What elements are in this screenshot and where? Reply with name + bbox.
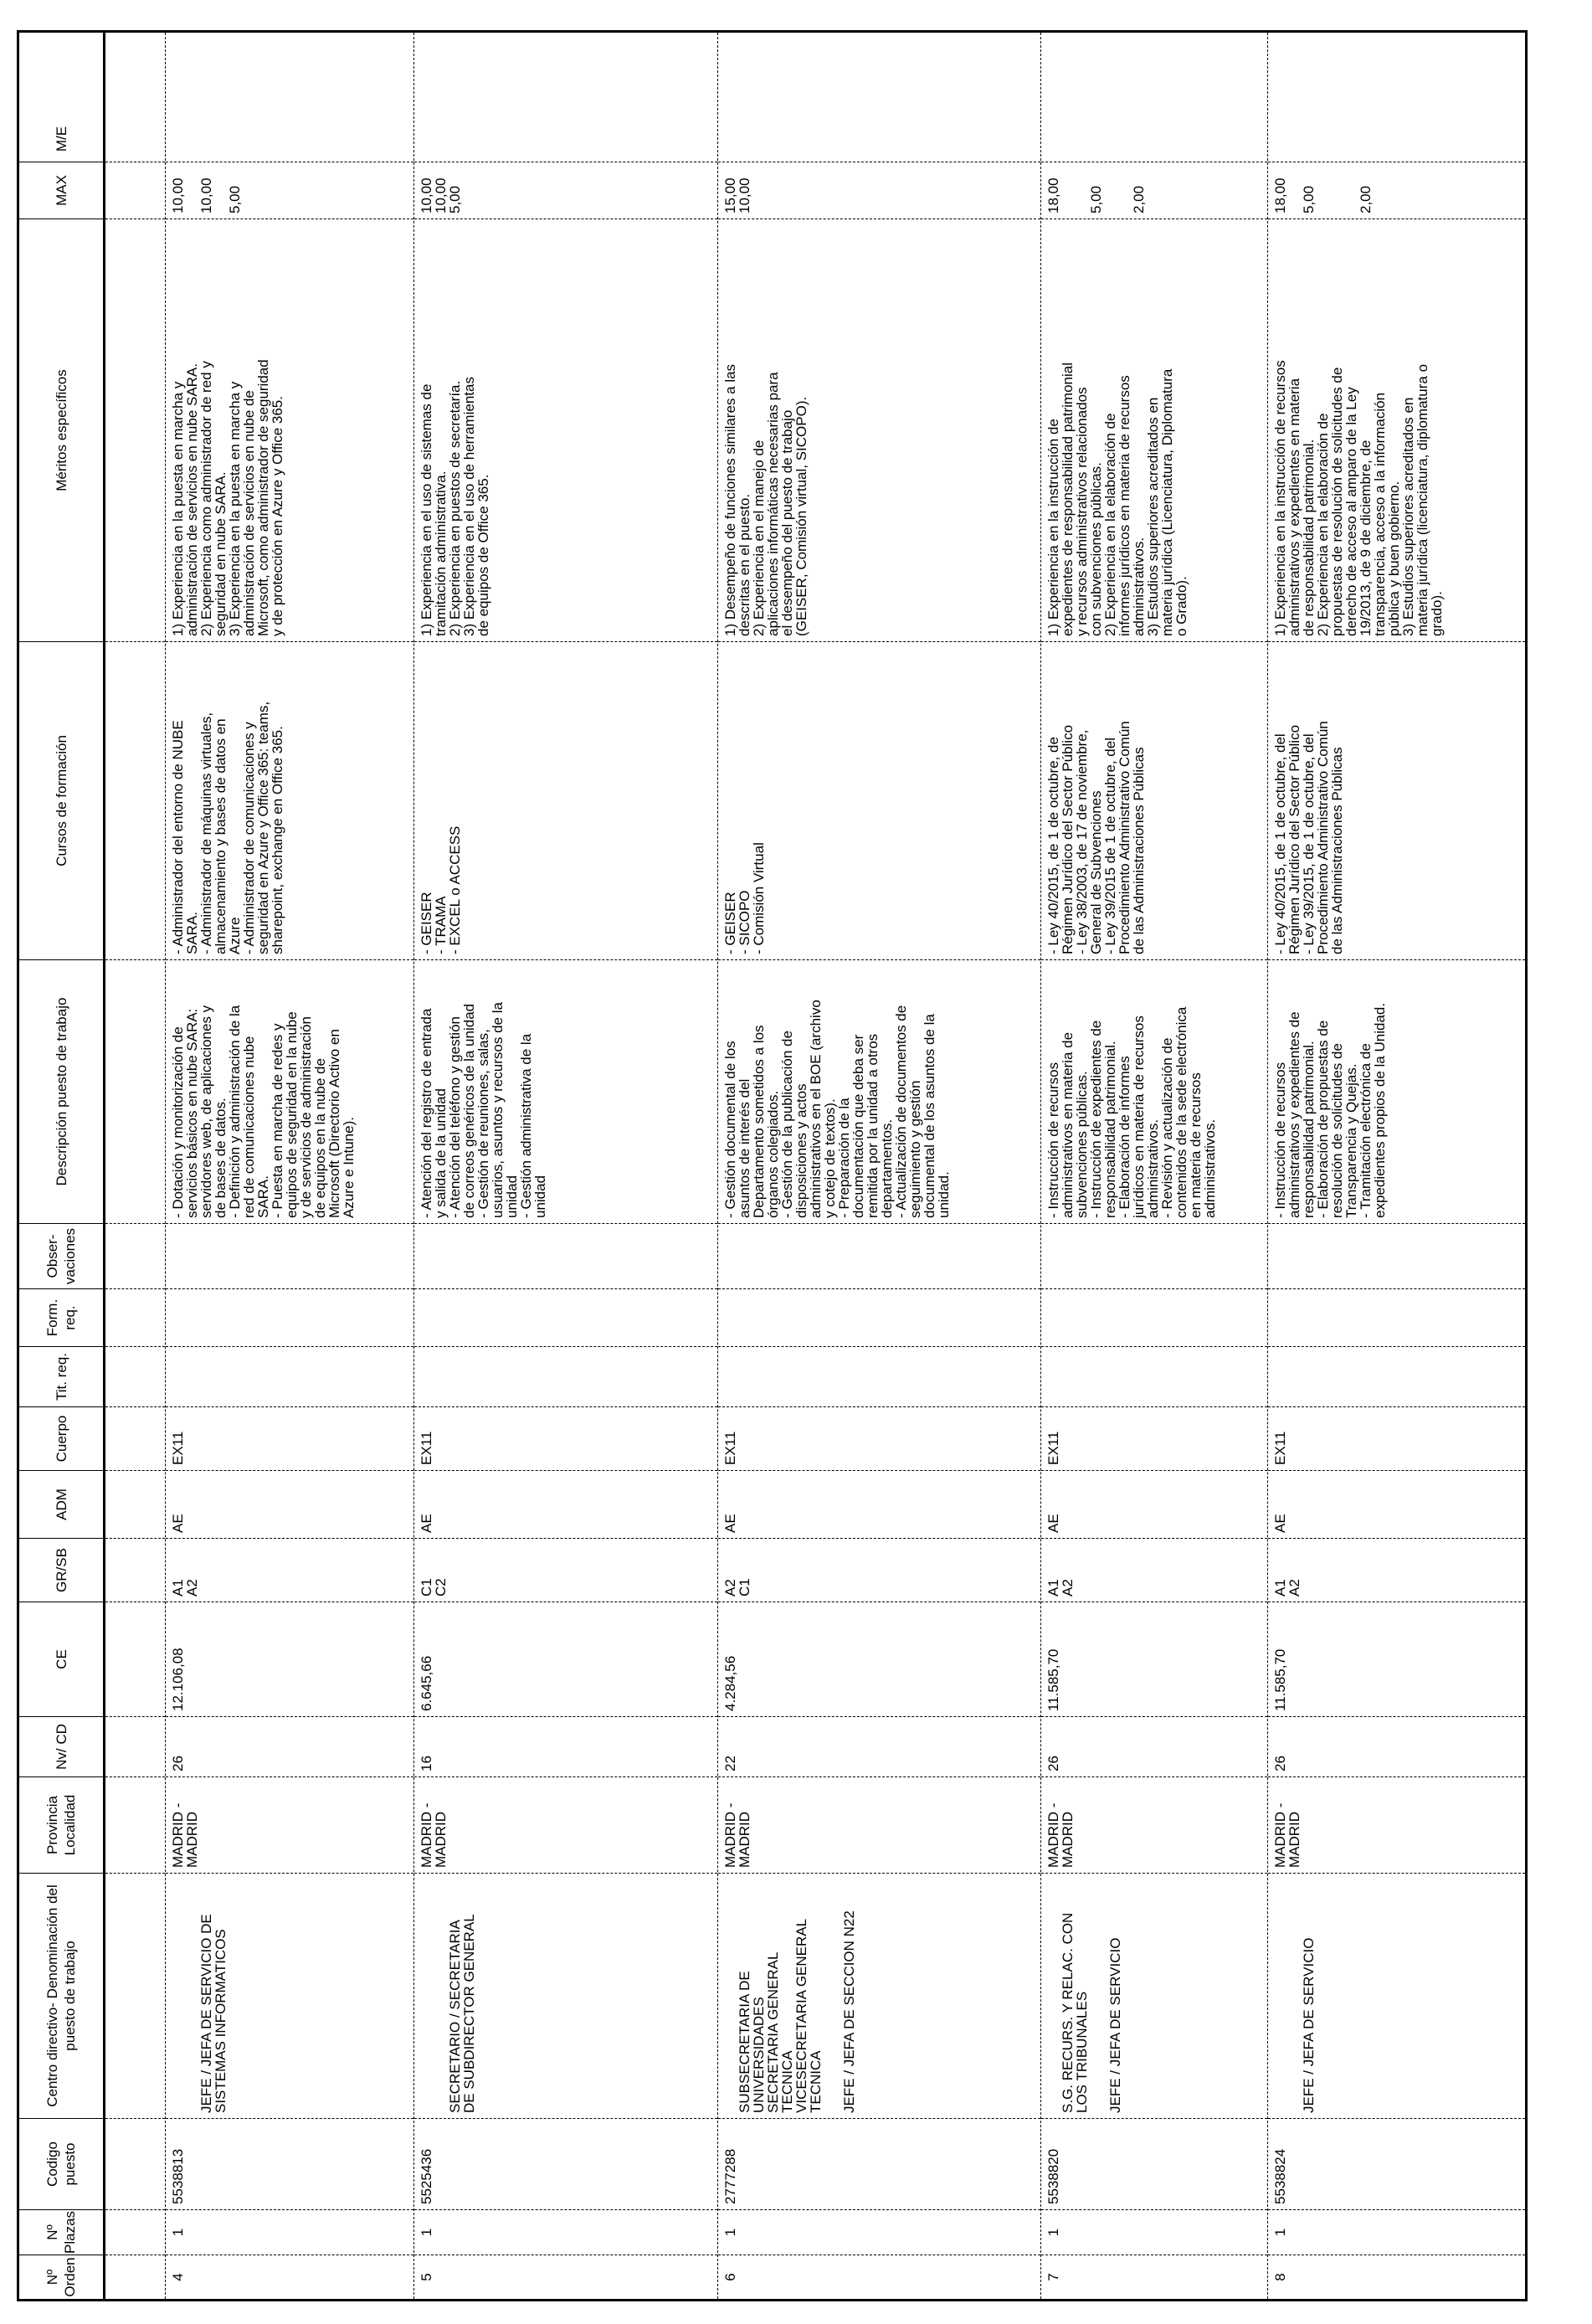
centro-cell: [166, 1873, 413, 2118]
meritos-cell: 1) Experiencia en el uso de sistemas de tramitación administrativa. 2) Experiencia en puestos de secretaría. 3) Experiencia en el uso de herramientas de equipos de Office 365.: [414, 219, 717, 641]
cursos-cell: - Ley 40/2015, de 1 de octubre, del Régimen Jurídico del Sector Público - Ley 39/2015, de 1 de octubre, del Procedimiento Administrativo Común de las Administraciones Públicas: [1268, 641, 1525, 959]
header-orden: Nº Orden: [19, 2255, 103, 2299]
cursos-cell: - GEISER - SICOPO - Comisión Virtual: [718, 641, 1040, 959]
observaciones-cell: [718, 1223, 1040, 1288]
header-nivel: Nv/ CD: [19, 1716, 103, 1776]
observaciones-cell: [1268, 1223, 1525, 1288]
codigo-cell: 5525436: [414, 2118, 717, 2209]
denominacion-text: SECRETARIO / SECRETARIA DE SUBDIRECTOR GENERAL: [447, 1914, 477, 2113]
descripcion-cell: - Atención del registro de entrada y salida de la unidad - Atención del teléfono y gestión de correos genéricos de la unidad - Gestión de reuniones, salas, usuarios, asuntos y recursos de la unidad - Gestión administrativa de la unidad: [414, 959, 717, 1223]
orden-cell: 6: [718, 2255, 1040, 2299]
me-cell: [414, 116, 717, 162]
meritos-cell: 1) Experiencia en la puesta en marcha y administración de servicios en nube SARA. 2) Experiencia como administrador de red y seguridad en nube SARA. 3) Experiencia en la puesta en marcha y administración de servicios en nube de Microsoft, como administrador de seguridad y de protección en Azure y Office 365.: [166, 219, 413, 641]
cuerpo-cell: EX11: [1268, 1406, 1525, 1470]
nivel-cell: 26: [166, 1716, 413, 1776]
codigo-cell: 2777288: [718, 2118, 1040, 2209]
descripcion-cell: - Instrucción de recursos administrativos en materia de subvenciones públicas. - Instrucción de expedientes de responsabilidad patrimonial. - Elaboración de informes jurídicos en materia de recursos administrativos. - Revisión y actualización de contenidos de la sede electrónica en materia de recursos administrativos.: [1041, 959, 1267, 1223]
plazas-cell: 1: [1268, 2209, 1525, 2255]
cursos-cell: - Administrador del entorno de NUBE SARA. - Administrador de máquinas virtuales, almacenamiento y bases de datos en Azure - Administrador de comunicaciones y seguridad en Azure y Office 365: teams, sharepoint, exchange en Office 365.: [166, 641, 413, 959]
codigo-cell: 5538824: [1268, 2118, 1525, 2209]
header-formacion-req: Form. req.: [19, 1288, 103, 1346]
centro-cell: [414, 1873, 717, 2118]
adm-cell: AE: [1268, 1470, 1525, 1538]
ce-cell: 11.585,70: [1041, 1602, 1267, 1716]
denominacion-text: JEFE / JEFA DE SERVICIO: [1107, 1937, 1123, 2113]
provincia-cell: MADRID - MADRID: [166, 1776, 413, 1873]
titulacion-cell: [166, 1346, 413, 1406]
plazas-cell: 1: [166, 2209, 413, 2255]
observaciones-cell: [166, 1223, 413, 1288]
max-cell: 10,00 10,00 5,00: [414, 162, 717, 219]
adm-cell: AE: [166, 1470, 413, 1538]
denominacion-text: JEFE / JEFA DE SECCION N22: [841, 1910, 857, 2113]
ce-cell: 11.585,70: [1268, 1602, 1525, 1716]
meritos-cell: 1) Experiencia en la instrucción de expedientes de responsabilidad patrimonial y recursos administrativos relacionados con subvenciones públicas. 2) Experiencia en la elaboración de informes jurídicos en materia de recursos administrativos. 3) Estudios superiores acreditados en materia jurídica (Licenciatura, Diplomatura o Grado).: [1041, 219, 1267, 641]
adm-cell: AE: [718, 1470, 1040, 1538]
header-cursos: Cursos de formación: [19, 641, 103, 959]
max-cell: 10,00 10,00 5,00: [166, 162, 413, 219]
cuerpo-cell: EX11: [414, 1406, 717, 1470]
table-row: [1268, 33, 1525, 2299]
observaciones-cell: [1041, 1223, 1267, 1288]
plazas-cell: 1: [414, 2209, 717, 2255]
header-observaciones: Obser- vaciones: [19, 1223, 103, 1288]
grupo-cell: A1 A2: [1268, 1538, 1525, 1602]
nivel-cell: 22: [718, 1716, 1040, 1776]
max-cell: 18,00 5,00 2,00: [1268, 162, 1525, 219]
header-meritos: Méritos específicos: [19, 219, 103, 641]
orden-cell: 5: [414, 2255, 717, 2299]
positions-table: [17, 30, 1528, 2301]
header-centro: Centro directivo- Denominación del puesto de trabajo: [19, 1873, 103, 2118]
table-row: [1041, 33, 1268, 2299]
me-cell: [1268, 116, 1525, 162]
table-row: [414, 33, 718, 2299]
cursos-cell: - Ley 40/2015, de 1 de octubre, de Régimen Jurídico del Sector Público - Ley 38/2003, de 17 de noviembre, General de Subvenciones - Ley 39/2015 de 1 de octubre, del Procedimiento Administrativo Común de las Administraciones Públicas: [1041, 641, 1267, 959]
max-cell: 18,00 5,00 2,00: [1041, 162, 1267, 219]
nivel-cell: 26: [1041, 1716, 1267, 1776]
table-header: [19, 33, 105, 2299]
ce-cell: 4.284,56: [718, 1602, 1040, 1716]
centro-directivo-text: SUBSECRETARIA DE UNIVERSIDADES SECRETARIA GENERAL TECNICA VICESECRETARIA GENERAL TECNICA: [737, 1918, 824, 2113]
cuerpo-cell: EX11: [1041, 1406, 1267, 1470]
nivel-cell: 26: [1268, 1716, 1525, 1776]
header-provincia: Provincia Localidad: [19, 1776, 103, 1873]
adm-cell: AE: [1041, 1470, 1267, 1538]
titulacion-cell: [414, 1346, 717, 1406]
orden-cell: 4: [166, 2255, 413, 2299]
provincia-cell: MADRID - MADRID: [1268, 1776, 1525, 1873]
provincia-cell: MADRID - MADRID: [414, 1776, 717, 1873]
header-adm: ADM: [19, 1470, 103, 1538]
provincia-cell: MADRID - MADRID: [718, 1776, 1040, 1873]
descripcion-cell: - Dotación y monitorización de servicios básicos en nube SARA: servidores web, de aplicaciones y de bases de datos. - Definición y administración de la red de comunicaciones nube SARA. - Puesta en marcha de redes y equipos de seguridad en la nube y de servicios de administración de equipos en la nube de Microsoft (Directorio Activo en Azure e Intune).: [166, 959, 413, 1223]
centro-directivo-text: S.G. RECURS. Y RELAC. CON LOS TRIBUNALES: [1060, 1912, 1090, 2113]
formacion-req-cell: [166, 1288, 413, 1346]
max-cell: 15,00 10,00: [718, 162, 1040, 219]
formacion-req-cell: [718, 1288, 1040, 1346]
header-titulacion: Tit. req.: [19, 1346, 103, 1406]
titulacion-cell: [718, 1346, 1040, 1406]
denominacion-text: JEFE / JEFA DE SERVICIO: [1301, 1937, 1317, 2113]
titulacion-cell: [1041, 1346, 1267, 1406]
provincia-cell: MADRID - MADRID: [1041, 1776, 1267, 1873]
plazas-cell: 1: [1041, 2209, 1267, 2255]
centro-cell: [1268, 1873, 1525, 2118]
adm-cell: AE: [414, 1470, 717, 1538]
orden-cell: 8: [1268, 2255, 1525, 2299]
grupo-cell: C1 C2: [414, 1538, 717, 1602]
table-row: [166, 33, 414, 2299]
table-body: [166, 33, 1525, 2299]
cuerpo-cell: EX11: [166, 1406, 413, 1470]
meritos-cell: 1) Experiencia en la instrucción de recursos administrativos y expedientes en materia de responsabilidad patrimonial. 2) Experiencia en la elaboración de propuestas de resolución de solicitudes de derecho de acceso al amparo de la Ley 19/2013, de 9 de diciembre, de transparencia, acceso a la información pública y buen gobierno. 3) Estudios superiores acreditados en materia jurídica (licenciatura, diplomatura o grado).: [1268, 219, 1525, 641]
codigo-cell: 5538820: [1041, 2118, 1267, 2209]
plazas-cell: 1: [718, 2209, 1040, 2255]
header-plazas: Nº Plazas: [19, 2209, 103, 2255]
cuerpo-cell: EX11: [718, 1406, 1040, 1470]
formacion-req-cell: [1041, 1288, 1267, 1346]
table-row: [718, 33, 1041, 2299]
grupo-cell: A2 C1: [718, 1538, 1040, 1602]
header-me: M/E: [53, 126, 69, 152]
meritos-cell: 1) Desempeño de funciones similares a las descritas en el puesto. 2) Experiencia en el manejo de aplicaciones informáticas necesarias para el desempeño del puesto de trabajo (GEISER, Comisión virtual, SICOPO).: [718, 219, 1040, 641]
formacion-req-cell: [1268, 1288, 1525, 1346]
spacer-row: [105, 33, 166, 2299]
nivel-cell: 16: [414, 1716, 717, 1776]
header-ce: CE: [19, 1602, 103, 1716]
codigo-cell: 5538813: [166, 2118, 413, 2209]
formacion-req-cell: [414, 1288, 717, 1346]
header-cuerpo: Cuerpo: [19, 1406, 103, 1470]
grupo-cell: A1 A2: [1041, 1538, 1267, 1602]
centro-cell: [1041, 1873, 1267, 2118]
descripcion-cell: - Instrucción de recursos administrativos y expedientes de responsabilidad patrimonial. - Elaboración de propuestas de resolución de solicitudes de Transparencia y Quejas. - Tramitación electrónica de expedientes propios de la Unidad.: [1268, 959, 1525, 1223]
descripcion-cell: - Gestión documental de los asuntos de interés del Departamento sometidos a los órganos colegiados. - Gestión de la publicación de disposiciones y actos administrativos en el BOE (archivo y cotejo de textos). - Preparación de la documentación que deba ser remitida por la unidad a otros departamentos. - Actualización de documentos de seguimiento y gestión documental de los asuntos de la unidad.: [718, 959, 1040, 1223]
header-max: MAX: [19, 162, 103, 219]
orden-cell: 7: [1041, 2255, 1267, 2299]
observaciones-cell: [414, 1223, 717, 1288]
grupo-cell: A1 A2: [166, 1538, 413, 1602]
me-cell: [1041, 116, 1267, 162]
ce-cell: 6.645,66: [414, 1602, 717, 1716]
me-cell: [166, 116, 413, 162]
header-grupo: GR/SB: [19, 1538, 103, 1602]
header-codigo: Codigo puesto: [19, 2118, 103, 2209]
titulacion-cell: [1268, 1346, 1525, 1406]
header-descripcion: Descripción puesto de trabajo: [19, 959, 103, 1223]
denominacion-text: JEFE / JEFA DE SERVICIO DE SISTEMAS INFORMATICOS: [198, 1914, 229, 2113]
centro-cell: [718, 1873, 1040, 2118]
me-cell: [718, 116, 1040, 162]
cursos-cell: - GEISER - TRAMA - EXCEL o ACCESS: [414, 641, 717, 959]
ce-cell: 12.106,08: [166, 1602, 413, 1716]
